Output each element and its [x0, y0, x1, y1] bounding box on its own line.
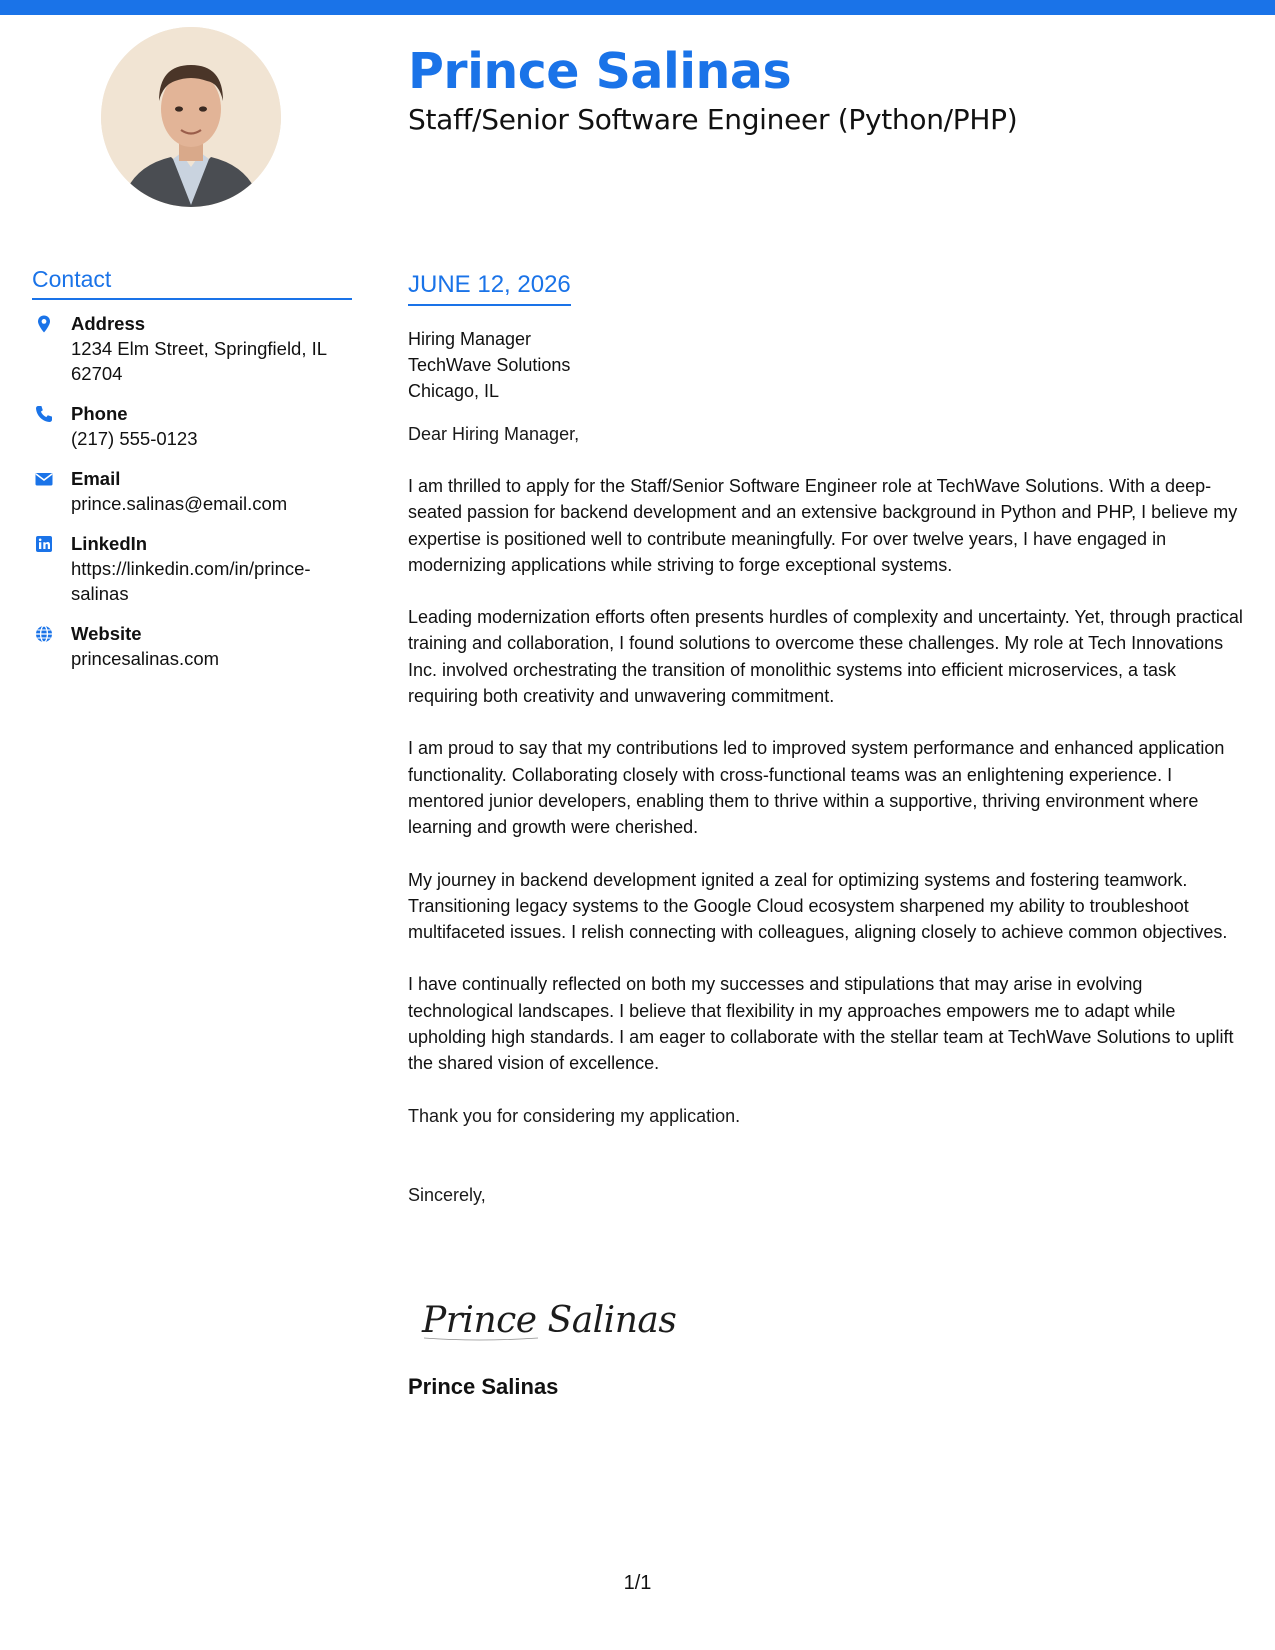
thank-you-line: Thank you for considering my application. — [408, 1105, 741, 1126]
applicant-name: Prince Salinas — [408, 43, 792, 100]
location-pin-icon — [34, 314, 54, 334]
body-paragraph: I am proud to say that my contributions led to improved system performance and enhanced application functionality. Collaborating closely with cross-functional teams was an enlightening experience. I mentored junior developers, enabling them to thrive within a supportive, thriving environment where learning and growth were cherished. — [408, 738, 1225, 838]
top-accent-bar — [0, 0, 1275, 15]
contact-heading: Contact — [32, 262, 352, 300]
recipient-title: Hiring Manager — [408, 329, 532, 349]
linkedin-icon — [34, 534, 54, 554]
contact-label: Email — [71, 468, 121, 489]
recipient-company: TechWave Solutions — [408, 355, 571, 375]
address-value: 1234 Elm Street, Springfield, IL 62704 — [71, 338, 327, 384]
body-paragraph: I have continually reflected on both my successes and stipulations that may arise in evolving technological landscapes. I believe that flexibility in my approaches empowers me to adapt while upholding high standards. I am eager to collaborate with the stellar team at TechWave Solutions to uplift the shared vision of excellence. — [408, 974, 1234, 1074]
avatar — [101, 27, 281, 207]
recipient-block — [408, 326, 1248, 404]
envelope-icon — [34, 469, 54, 489]
contact-label: LinkedIn — [71, 533, 148, 554]
recipient-location: Chicago, IL — [408, 381, 500, 401]
letter-date: JUNE 12, 2026 — [408, 271, 571, 298]
contact-item-address — [32, 312, 352, 386]
globe-icon — [34, 624, 54, 644]
contact-label: Phone — [71, 403, 128, 424]
contact-item-email — [32, 467, 352, 516]
body-paragraph: Leading modernization efforts often presents hurdles of complexity and uncertainty. Yet, through practical training and collaboration, I found solutions to overcome these challenges. My role at Tech Innovations Inc. involved orchestrating the transition of monolithic systems into efficient microservices, a task requiring both creativity and unwavering commitment. — [408, 607, 1243, 707]
salutation: Dear Hiring Manager, — [408, 424, 580, 444]
signer-name: Prince Salinas — [408, 1374, 559, 1399]
letter-body — [408, 268, 1248, 1208]
contact-sidebar — [32, 262, 352, 687]
phone-icon — [34, 404, 54, 424]
contact-item-linkedin — [32, 532, 352, 606]
contact-label: Website — [71, 623, 142, 644]
signature-text: Prince Salinas — [422, 1300, 677, 1341]
handwritten-signature — [418, 1288, 678, 1348]
body-paragraph: I am thrilled to apply for the Staff/Senior Software Engineer role at TechWave Solutions. With a deep-seated passion for backend development and an extensive background in Python and PHP, I believe my expertise is positioned well to contribute meaningfully. For over twelve years, I have engaged in modernizing applications while striving to forge exceptional systems. — [408, 476, 1238, 575]
closing-line: Sincerely, — [408, 1184, 486, 1205]
date-block — [408, 268, 571, 306]
applicant-role: Staff/Senior Software Engineer (Python/PHP) — [408, 103, 1018, 136]
letter-header — [408, 42, 1228, 140]
body-paragraph: My journey in backend development ignited a zeal for optimizing systems and fostering teamwork. Transitioning legacy systems to the Google Cloud ecosystem sharpened my ability to troubleshoot multifaceted issues. I relish connecting with colleagues, aligning closely to achieve common objectives. — [408, 869, 1228, 943]
contact-item-website — [32, 622, 352, 671]
email-link[interactable]: prince.salinas@email.com — [71, 493, 288, 514]
contact-item-phone — [32, 402, 352, 451]
linkedin-link[interactable]: https://linkedin.com/in/prince-salinas — [71, 558, 311, 604]
website-link[interactable]: princesalinas.com — [71, 648, 220, 669]
contact-label: Address — [71, 313, 146, 334]
page-number: 1/1 — [623, 1572, 652, 1594]
phone-value: (217) 555-0123 — [71, 428, 198, 449]
